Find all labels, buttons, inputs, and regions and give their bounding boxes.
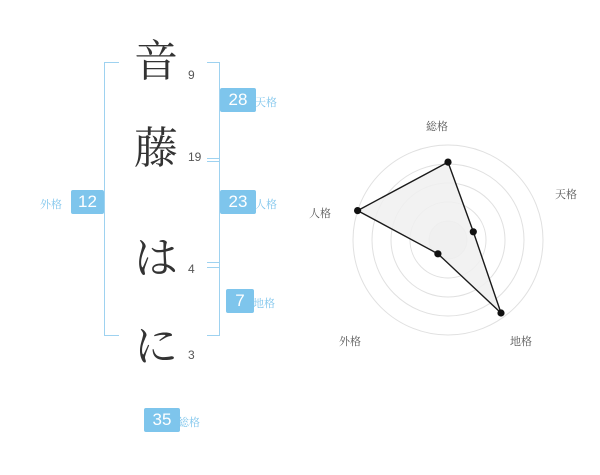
- tenkaku-badge: 28: [220, 88, 256, 112]
- axis-label-soukaku: 総格: [426, 121, 448, 133]
- stroke-count: 9: [188, 68, 195, 82]
- axis-label-jinkaku: 人格: [309, 208, 331, 220]
- gaikaku-badge: 12: [71, 190, 104, 214]
- radar-chart: [300, 0, 600, 470]
- jinkaku-label: 人格: [255, 199, 277, 211]
- chikaku-badge: 7: [226, 289, 254, 313]
- axis-label-chikaku: 地格: [510, 336, 532, 348]
- soukaku-label: 総格: [178, 417, 200, 429]
- name-character: 藤: [134, 123, 178, 174]
- gaikaku-label: 外格: [40, 199, 62, 211]
- outer-bracket: [104, 62, 119, 336]
- name-character: は: [134, 233, 178, 284]
- name-character: に: [134, 321, 178, 372]
- chikaku-label: 地格: [253, 298, 275, 310]
- stroke-count: 19: [188, 150, 202, 164]
- jinkaku-badge: 23: [220, 190, 256, 214]
- soukaku-badge: 35: [144, 408, 180, 432]
- name-stroke-panel: [0, 0, 300, 470]
- stroke-count: 4: [188, 262, 195, 276]
- axis-label-gaikaku: 外格: [339, 336, 361, 348]
- stroke-count: 3: [188, 348, 195, 362]
- jinkaku-bracket: [207, 158, 220, 268]
- tenkaku-bracket: [207, 62, 220, 162]
- tenkaku-label: 天格: [255, 97, 277, 109]
- radar-chart-svg: [300, 0, 600, 470]
- name-character: 音: [134, 36, 178, 87]
- axis-label-tenkaku: 天格: [555, 189, 577, 201]
- chikaku-bracket: [207, 262, 220, 336]
